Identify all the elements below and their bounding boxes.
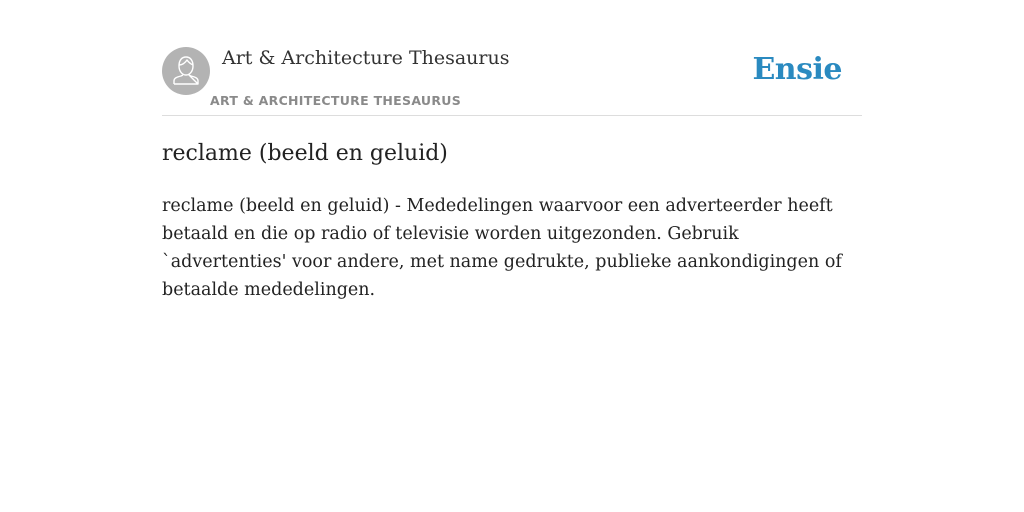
author-avatar[interactable] [162, 47, 210, 95]
entry-header [162, 0, 862, 116]
user-silhouette-icon [162, 47, 210, 95]
author-subtitle: ART & ARCHITECTURE THESAURUS [210, 93, 462, 108]
brand-logo[interactable]: Ensie [752, 52, 842, 87]
page-container [162, 0, 862, 300]
entry-title: reclame (beeld en geluid) [162, 141, 448, 166]
entry-definition: reclame (beeld en geluid) - Mededelingen waarvoor een adverteerder heeft betaald en die op radio of televisie worden uitgezonden. Gebruik `advertenties' voor andere, met name gedrukte, publieke aankondigingen of betaalde mededelingen. [162, 196, 842, 300]
author-name-link[interactable]: Art & Architecture Thesaurus [222, 47, 510, 69]
